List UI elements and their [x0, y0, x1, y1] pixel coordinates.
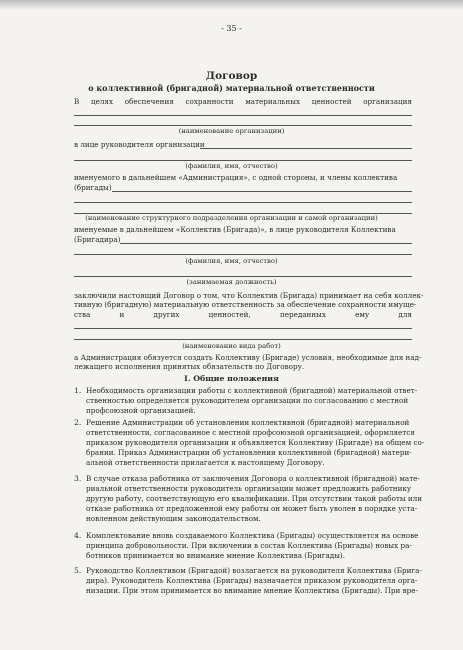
item-line: ственностью определяется руководителем организации по согласованию с местной	[86, 396, 409, 405]
contract-line: тивную (бригадную) материальную ответственность за обеспечение сохранности имуще-	[74, 300, 417, 309]
contract-line: заключили настоящий Договор о том, что Коллектив (Бригада) принимает на себя коллек-	[74, 291, 424, 300]
caption-fio-2: (фамилия, имя, отчество)	[185, 257, 278, 265]
blank-line	[74, 125, 412, 126]
item-number: 1.	[74, 386, 82, 395]
contract-word: и	[119, 310, 125, 319]
caption-fio: (фамилия, имя, отчество)	[185, 162, 278, 170]
intro-line	[74, 97, 412, 106]
item-line: ботников принимается во внимание мнение Коллектива (Бригады).	[86, 551, 346, 560]
contract-word: переданных	[279, 310, 326, 319]
blank-line	[74, 276, 412, 277]
item-line: Комплектование вновь создаваемого Коллектива (Бригады) осуществляется на основе	[86, 531, 419, 540]
caption-organization: (наименование организации)	[178, 127, 285, 135]
blank-line	[74, 160, 412, 161]
item-number: 4.	[74, 531, 82, 540]
blank-line	[200, 148, 412, 149]
caption-position: (занимаемая должность)	[186, 278, 277, 286]
collective-line: именуемые в дальнейшем «Коллектив (Бригада)», в лице руководителя Коллектива	[74, 225, 396, 234]
document-subtitle: о коллективной (бригадной) материальной ответственности	[88, 83, 375, 93]
section-title: I. Общие положения	[184, 374, 279, 383]
item-line: Руководство Коллективом (Бригадой) возлагается на руководителя Коллектива (Брига-	[86, 566, 422, 575]
document-title: Договор	[205, 70, 258, 82]
blank-line	[120, 243, 412, 244]
brigadier-line-label: (Бригадира)	[74, 235, 121, 244]
head-line-label: в лице руководителя организации	[74, 140, 205, 149]
item-line: альной ответственности прилагается к настоящему Договору.	[86, 458, 325, 467]
caption-work: (наименование вида работ)	[182, 342, 281, 350]
item-line: профсоюзной организацией.	[86, 406, 196, 415]
intro-word: обеспечения	[124, 97, 174, 106]
contract-word: для	[398, 310, 412, 319]
brigade-line-label: (бригады)	[74, 183, 112, 192]
intro-word: организация	[363, 97, 412, 106]
contract-line-justified	[74, 310, 412, 319]
blank-line	[74, 254, 412, 255]
blank-line	[74, 328, 412, 329]
item-line: новленном действующим законодательством.	[86, 514, 261, 523]
item-line: Решение Администрации об установлении коллективной (бригадной) материальной	[86, 418, 410, 427]
blank-line	[74, 202, 412, 203]
item-line: Необходимость организации работы с коллективной (бригадной) материальной ответ-	[86, 386, 418, 395]
blank-line	[112, 191, 412, 192]
contract-word: ему	[355, 310, 370, 319]
item-line: дира). Руководитель Коллектива (Бригады) назначается приказом руководителя орга-	[86, 576, 418, 585]
item-line: брании. Приказ Администрации об установлении коллективной (бригадной) матери-	[86, 448, 412, 457]
intro-word: материальных	[245, 97, 301, 106]
item-line: приказом руководителя организации и объявляется Коллективу (Бригаде) на общем со-	[86, 438, 425, 447]
item-line: низации. При этом принимается во внимание мнение Коллектива (Бригады). При вре-	[86, 586, 418, 595]
contract-word: ства	[74, 310, 91, 319]
contract-word: ценностей,	[208, 310, 251, 319]
blank-line	[74, 115, 412, 116]
item-line: ответственности, согласованное с местной профсоюзной организацией, оформляется	[86, 428, 415, 437]
caption-division: (наименование структурного подразделения организации и самой организации)	[85, 214, 378, 222]
item-line: отказе работника от предложенной ему работы он может быть уволен в порядке уста-	[86, 504, 418, 513]
admin-obligation-line: лежащего исполнения принятых обязательств по Договору.	[74, 362, 305, 371]
item-line: принципа добровольности. При включении в состав Коллектива (Бригады) новых ра-	[86, 541, 412, 550]
item-line: риальной ответственности руководитель организации может предложить работнику	[86, 484, 412, 493]
item-line: другую работу, соответствующую его квалификации. При отсутствии такой работы или	[86, 494, 423, 503]
intro-word: сохранности	[185, 97, 234, 106]
item-number: 3.	[74, 474, 82, 483]
item-number: 2.	[74, 418, 82, 427]
intro-word: В	[74, 97, 80, 106]
item-line: В случае отказа работника от заключения Договора о коллективной (бригадной) мате-	[86, 474, 420, 483]
page-number: - 35 -	[221, 24, 242, 33]
admin-obligation-line: а Администрация обязуется создать Коллективу (Бригаде) условия, необходимые для над-	[74, 353, 422, 362]
item-number: 5.	[74, 566, 82, 575]
blank-line	[74, 339, 412, 340]
scan-top-shadow	[0, 0, 463, 10]
contract-word: других	[153, 310, 180, 319]
intro-word: целях	[90, 97, 114, 106]
intro-word: ценностей	[311, 97, 352, 106]
admin-line: именуемого в дальнейшем «Администрация», с одной стороны, и члены коллектива	[74, 173, 398, 182]
